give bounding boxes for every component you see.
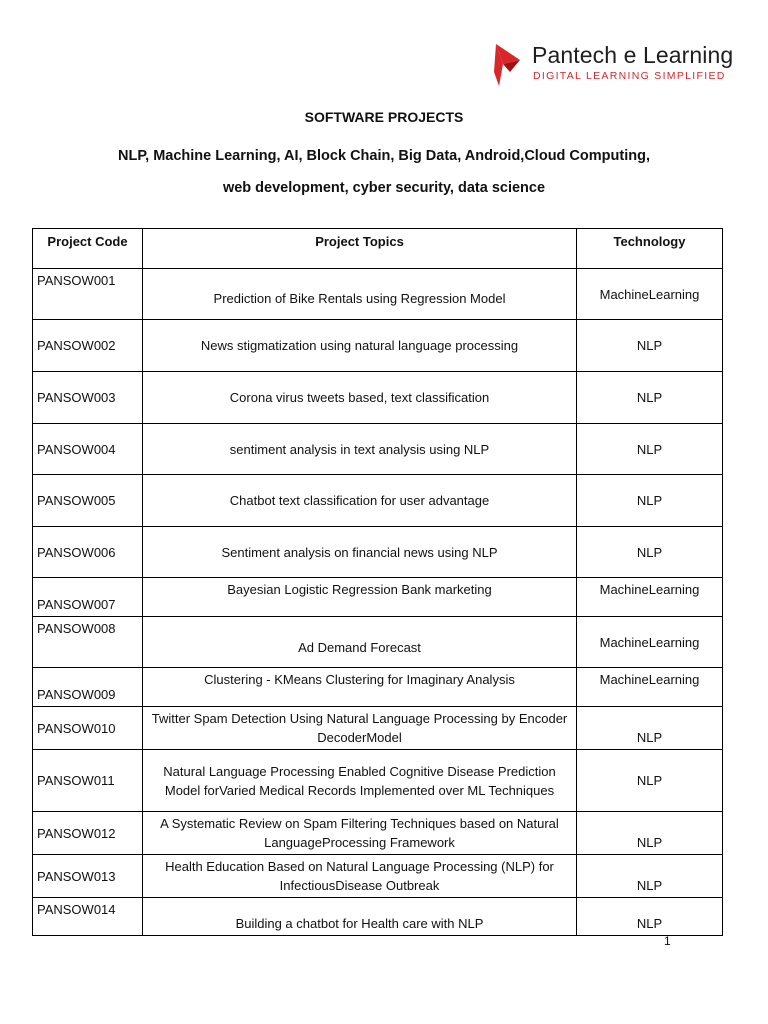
project-topic-cell: Sentiment analysis on financial news using NLP [143,527,577,578]
technology-cell: NLP [577,898,723,936]
brand-logo [490,40,740,90]
project-code-cell: PANSOW014 [33,898,143,936]
table-row [33,668,723,707]
project-code-cell: PANSOW004 [33,424,143,475]
project-code-cell: PANSOW007 [33,578,143,617]
table-row [33,475,723,527]
technology-cell: NLP [577,707,723,750]
brand-tagline: DIGITAL LEARNING SIMPLIFIED [533,70,726,82]
table-row [33,320,723,372]
project-topic-cell: Twitter Spam Detection Using Natural Language Processing by Encoder DecoderModel [143,707,577,750]
table-row [33,578,723,617]
project-code-cell: PANSOW008 [33,617,143,668]
project-code-cell: PANSOW011 [33,750,143,812]
projects-table [32,228,723,936]
table-header-row [33,229,723,269]
project-code-cell: PANSOW002 [33,320,143,372]
project-code-cell: PANSOW010 [33,707,143,750]
project-topic-cell: Natural Language Processing Enabled Cognitive Disease Prediction Model forVaried Medical Records Implemented over ML Techniques [143,750,577,812]
technology-cell: MachineLearning [577,617,723,668]
table-row [33,855,723,898]
table-row [33,269,723,320]
project-topic-cell: Prediction of Bike Rentals using Regression Model [143,269,577,320]
project-topic-cell: sentiment analysis in text analysis using NLP [143,424,577,475]
header-project-topics: Project Topics [143,229,577,269]
technology-cell: NLP [577,855,723,898]
technology-cell: MachineLearning [577,578,723,617]
technology-cell: NLP [577,372,723,424]
table-row [33,424,723,475]
project-topic-cell: Chatbot text classification for user advantage [143,475,577,527]
project-topic-cell: Building a chatbot for Health care with NLP [143,898,577,936]
technology-cell: NLP [577,527,723,578]
project-code-cell: PANSOW009 [33,668,143,707]
project-topic-cell: Clustering - KMeans Clustering for Imaginary Analysis [143,668,577,707]
project-code-cell: PANSOW001 [33,269,143,320]
page-number: 1 [664,934,671,948]
subtitle-line-1: NLP, Machine Learning, AI, Block Chain, Big Data, Android,Cloud Computing, [118,148,650,164]
table-row [33,812,723,855]
project-topic-cell: News stigmatization using natural language processing [143,320,577,372]
table-row [33,707,723,750]
table-row [33,372,723,424]
project-code-cell: PANSOW003 [33,372,143,424]
table-row [33,527,723,578]
technology-cell: NLP [577,812,723,855]
project-topic-cell: Bayesian Logistic Regression Bank marketing [143,578,577,617]
pantech-logo-icon [490,42,526,88]
header-technology: Technology [577,229,723,269]
table-row [33,617,723,668]
technology-cell: MachineLearning [577,269,723,320]
project-code-cell: PANSOW005 [33,475,143,527]
project-topic-cell: Health Education Based on Natural Language Processing (NLP) for InfectiousDisease Outbreak [143,855,577,898]
project-topic-cell: A Systematic Review on Spam Filtering Techniques based on Natural LanguageProcessing Framework [143,812,577,855]
technology-cell: NLP [577,320,723,372]
table-row [33,750,723,812]
project-code-cell: PANSOW012 [33,812,143,855]
table-row [33,898,723,936]
subtitle-line-2: web development, cyber security, data science [222,180,546,196]
header-project-code: Project Code [33,229,143,269]
brand-name: Pantech e Learning [532,42,734,68]
project-code-cell: PANSOW006 [33,527,143,578]
technology-cell: NLP [577,424,723,475]
project-topic-cell: Ad Demand Forecast [143,617,577,668]
technology-cell: NLP [577,475,723,527]
project-topic-cell: Corona virus tweets based, text classification [143,372,577,424]
technology-cell: MachineLearning [577,668,723,707]
technology-cell: NLP [577,750,723,812]
project-code-cell: PANSOW013 [33,855,143,898]
document-title: SOFTWARE PROJECTS [304,109,464,125]
